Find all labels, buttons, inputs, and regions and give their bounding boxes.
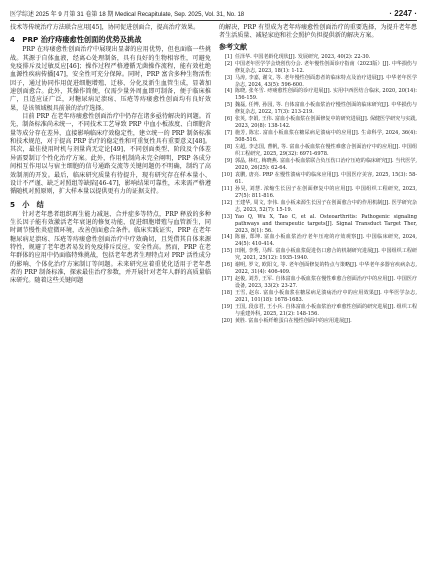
reference-item xyxy=(219,276,417,290)
reference-number: [14] xyxy=(221,234,232,241)
reference-item xyxy=(219,234,417,248)
reference-item xyxy=(219,158,417,172)
reference-text: 张英, 李娟, 王伟. 富血小板血浆在创面修复中的研究进展[J]. 保健医学研究与实践, 2023, 20(8): 138-142. xyxy=(235,116,417,130)
reference-text: 赵俊, 刘芳, 王军. 自体富血小板血浆在慢性难愈合创面治疗中的应用[J]. 中国医疗设备, 2023, 33(2): 23-27. xyxy=(235,276,417,290)
reference-number: [8] xyxy=(224,144,232,151)
reference-number: [13] xyxy=(221,213,232,220)
reference-item xyxy=(219,102,417,116)
paragraph-conclusion-cont: 的解决，PRP 有望成为老年痔瘘愈性创面治疗的重要选择，为提升老年患者生活质量、减轻家庭和社会照护负担提供新的解决方案。 xyxy=(219,24,417,40)
reference-number: [16] xyxy=(221,262,232,269)
reference-text: 王建华, 周文, 李伟. 血小板来源生长因子在创面愈合中的作用机制[J]. 医学研究杂志, 2023, 52(7): 15-19. xyxy=(235,199,417,213)
reference-number: [11] xyxy=(221,185,232,192)
journal-line: 医学综述 2025 年 9 月第 31 卷第 18 期 Medical Recapitulate, Sep. 2025, Vol. 31, No. 18 xyxy=(10,12,245,18)
reference-number: [19] xyxy=(221,304,232,310)
reference-item xyxy=(219,214,417,235)
reference-text: 任泽华. 中国老龄化现状[J]. 发展研究, 2023, 40(2): 22-30. xyxy=(235,53,371,60)
reference-text: 王国, 段彦君, 王小兵. 自体富血小板血浆治疗难愈性创面的研究进展[J]. 组织工程与重建外科, 2025, 21(2): 148-156. xyxy=(235,304,417,317)
reference-number: [17] xyxy=(221,276,232,283)
reference-list xyxy=(219,54,417,325)
reference-item xyxy=(219,88,417,102)
reference-text: 郭晶, 林红, 梅晓燕. 富血小板血浆联合负压伤口治疗压疮的临床研究[J]. 当代医学, 2020, 26(25): 62-64. xyxy=(235,157,417,171)
reference-item xyxy=(219,54,417,61)
left-column xyxy=(10,24,211,286)
reference-number: [18] xyxy=(221,290,232,297)
reference-item xyxy=(219,130,417,144)
section-5-heading: 5 小 结 xyxy=(10,199,44,209)
reference-number: [20] xyxy=(221,317,232,324)
reference-text: 马涛, 李嘉, 谢文, 等. 老年慢性创面患者的临床特点及治疗进展[J]. 中华老年医学杂志, 2024, 43(5): 596-600. xyxy=(235,74,417,88)
reference-number: [4] xyxy=(224,88,232,95)
right-column xyxy=(219,24,417,325)
reference-number: [3] xyxy=(224,74,232,81)
reference-text: 施芳, 陈宏. 富血小板血浆在糖尿病足溃疡中的应用[J]. 生命科学, 2024, 36(4): 508-516. xyxy=(235,130,417,144)
reference-text: 谢明, 罗文, 欧阳文, 等. 老年创面修复的特点与策略[J]. 中华老年多器官疾病杂志, 2022, 31(4): 406-409. xyxy=(235,262,417,276)
reference-number: [5] xyxy=(224,102,232,109)
reference-text: 田刚, 李秀, 马辉. 富血小板血浆促进伤口愈合的机制研究进展[J]. 中国组织工程研究, 2021, 25(12): 1935-1940. xyxy=(235,248,417,262)
paragraph-summary: 针对老年患者组织再生能力减退、合并症多等特点，PRP 释放的多种生长因子能有效激活老年衰退的修复功能，促进细胞增殖与血管新生，同时调节慢性炎症微环境，改善创面愈合条件。临床实践证实，PRP 在老年糖尿病足溃疡、压疮等痔瘘愈性创面治疗中疗效确切，且凭借其自体来源特性，规避了老年患者易发的免疫排斥反应，安全性高。然而，PRP 在老年群体的应用中仍面临特殊挑战，包括老年患者生理特点对 PRP 活性成分的影响、个体化治疗方案制订等问题。未来研究应着重优化适用于老年患者的 PRP 制备标准，探索最佳治疗参数，并开展针对老年人群的高质量临床研究。随着这些关键问题 xyxy=(10,210,211,285)
reference-item xyxy=(219,290,417,304)
reference-number: [2] xyxy=(224,60,232,67)
reference-item xyxy=(219,186,417,200)
paragraph-challenges: 目前 PRP 在老年痔瘘愈性创面治疗中仍存在诸多亟待解决的问题。首先，制备标准尚未统一，不同技术工艺导致 PRP 中血小板浓度、白细胞含量等成分存在差异，直接影响临床疗效稳定性，建立统一的 PRP 制备标准和技术规范，对于提高 PRP 治疗的稳定性和可重复性具有重要意义[48]。其次，最佳使用时机与剂量尚无定论[49]，不同创面类型、阶段及个体差异需要制订个性化治疗方案。此外，作用机制尚未完全阐明，PRP 各成分间相互作用以与宿主细胞的信号通路交流等关键问题仍不明确，制约了高效制剂的开发。最后，临床研究质量有待提升，现有研究存在样本量小、设计不严谨、缺乏对照组等缺陷[46-47]，影响结果可靠性，未来需严格遵循随机对照原则，扩大样本量以提供更有力的证据支持。 xyxy=(10,113,211,196)
running-header xyxy=(10,9,417,21)
reference-text: Yao Q, Wu X, Tao C, et al. Osteoarthritis: Pathogenic signaling pathways and therapeutic targets[J]. Signal Transduct Target Ther, 2023, 8(1): 56. xyxy=(235,213,417,234)
reference-item xyxy=(219,200,417,214)
reference-text: 袁鹏, 唐亮. PRP 在慢性溃疡中的临床应用[J]. 中国医疗美容, 2025, 15(3): 58-61. xyxy=(235,171,417,185)
reference-item xyxy=(219,172,417,186)
reference-text: 中国老年医学学会烧创伤分会. 老年慢性创面诊疗指南（2023版）[J]. 中华损伤与修复杂志, 2023, 18(1): 1-12. xyxy=(235,60,417,74)
section-4-heading: 4 PRP 治疗痔瘘愈性创面的优势及挑战 xyxy=(10,35,142,45)
reference-text: 左超, 李志国, 曹帆, 等. 富血小板血浆在慢性难愈合创面治疗中的应用[J]. 中国组织工程研究, 2025, 29(32): 6971-6978. xyxy=(235,144,417,158)
reference-number: [6] xyxy=(224,116,232,123)
references-heading: 参考文献 xyxy=(219,42,247,51)
reference-item xyxy=(219,304,417,318)
reference-number: [1] xyxy=(224,53,232,60)
reference-item xyxy=(219,116,417,130)
reference-number: [9] xyxy=(224,157,232,164)
intro-paragraph: 技术等传统治疗方法联合应用[45]，协同促进创面合，提高治疗效果。 xyxy=(10,24,200,31)
reference-number: [12] xyxy=(221,199,232,206)
reference-item xyxy=(219,318,417,325)
reference-number: [10] xyxy=(221,171,232,178)
reference-item xyxy=(219,75,417,89)
reference-text: 魏磊, 任博, 孙园, 等. 自体富血小板血浆治疗慢性创面的临床研究[J]. 中华损伤与修复杂志, 2022, 17(3): 213-219. xyxy=(235,102,417,116)
reference-text: 孙昊, 刘慧. 浓缩生长因子在创面修复中的应用[J]. 中国组织工程研究, 2023, 27(5): 811-816. xyxy=(235,185,417,199)
reference-text: 陈丽, 郑坤. 富血小板血浆治疗老年压疮的疗效观察[J]. 中国临床研究, 2024, 24(5): 410-414. xyxy=(235,234,417,248)
reference-item xyxy=(219,61,417,75)
paragraph-advantages: PRP 在痔瘘愈性创面治疗中展现出显著的应用优势，但也面临一些挑战。其源于自体血液，经离心处理制备，具有良好的生物相容性，可避免免疫排斥及过敏反应[46]；操作过程严格遵循无菌操作流程，能有效杜绝血源性疾病传播[47]，安全性可充分保障。同时，PRP 富含多种生物活性因子，通过协同作用促进细胞增殖、迁移、分化及新生血管生成，显著加速创面愈合。此外，其操作简便，仅需少量外周血即可制备，便于临床推广，且适应证广泛，对糖尿病足溃疡、压疮等痔瘘愈性创面均有良好效果，是该领域极具前景的治疗选择。 xyxy=(10,46,211,112)
reference-number: [15] xyxy=(221,248,232,255)
reference-item xyxy=(219,262,417,276)
reference-item xyxy=(219,248,417,262)
reference-text: 王雪, 赵东. 富血小板血浆在糖尿病足溃疡治疗中的应用效果[J]. 中华医学杂志, 2021, 101(18): 1678-1683. xyxy=(235,290,417,304)
reference-number: [7] xyxy=(224,130,232,137)
page-number: · 2247 · xyxy=(389,9,417,18)
reference-item xyxy=(219,144,417,158)
reference-text: 黄胜. 富血小板纤维蛋白在慢性创面中的应用进展[J]. xyxy=(235,317,352,324)
reference-text: 陈晓, 张冬雪. 痔瘘愈性创面的诊疗进展[J]. 实用中西医结合临床, 2020, 20(14): 156-159. xyxy=(235,88,417,102)
